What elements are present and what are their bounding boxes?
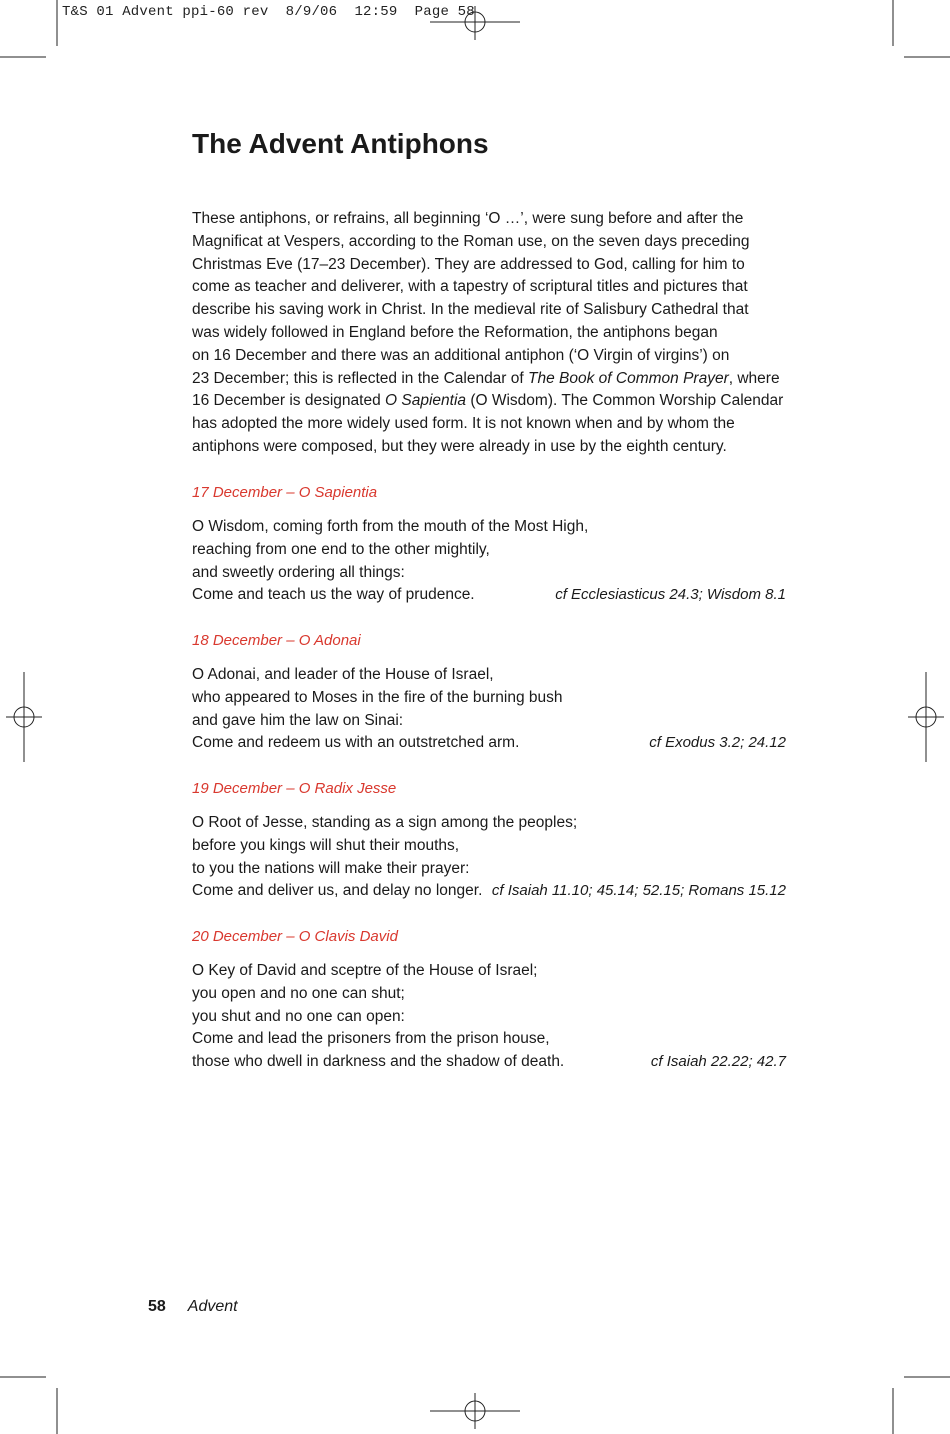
antiphon-line bbox=[192, 880, 786, 903]
intro-line: has adopted the more widely used form. It is not known when and by whom the bbox=[192, 415, 735, 433]
antiphon-line: and sweetly ordering all things: bbox=[192, 563, 405, 581]
registration-mark-left bbox=[6, 672, 42, 762]
intro-line: antiphons were composed, but they were already in use by the eighth century. bbox=[192, 437, 727, 455]
antiphon-line bbox=[192, 732, 786, 755]
antiphon-line: and gave him the law on Sinai: bbox=[192, 711, 404, 729]
antiphon-line: who appeared to Moses in the fire of the burning bush bbox=[192, 688, 563, 706]
book-title: The Book of Common Prayer bbox=[528, 369, 729, 387]
antiphon-heading: 17 December – O Sapientia bbox=[192, 484, 378, 501]
registration-mark-top bbox=[430, 6, 520, 40]
running-footer: Advent bbox=[187, 1298, 238, 1315]
intro-text: (O Wisdom). The Common Worship Calendar bbox=[466, 392, 784, 410]
antiphon-line: O Root of Jesse, standing as a sign among the peoples; bbox=[192, 814, 578, 831]
scripture-reference: cf Ecclesiasticus 24.3; Wisdom 8.1 bbox=[555, 586, 786, 604]
antiphon-text bbox=[192, 960, 786, 1074]
intro-line: was widely followed in England before the Reformation, the antiphons began bbox=[192, 323, 718, 341]
antiphon-line: Come and lead the prisoners from the prison house, bbox=[192, 1030, 550, 1048]
intro-line: on 16 December and there was an additional antiphon (‘O Virgin of virgins’) on bbox=[192, 346, 730, 364]
antiphon-line-text: Come and deliver us, and delay no longer. bbox=[192, 882, 483, 900]
intro-text: , where bbox=[728, 369, 780, 387]
page-footer bbox=[148, 1298, 238, 1316]
antiphon-line: you shut and no one can open: bbox=[192, 1007, 405, 1025]
antiphon-name: O Sapientia bbox=[385, 392, 467, 410]
antiphon-heading: 18 December – O Adonai bbox=[192, 632, 361, 649]
intro-line bbox=[192, 368, 792, 391]
antiphon-line-text: those who dwell in darkness and the shadow of death. bbox=[192, 1053, 565, 1071]
antiphon-line: O Wisdom, coming forth from the mouth of the Most High, bbox=[192, 518, 589, 535]
intro-line: come as teacher and deliverer, with a tapestry of scriptural titles and pictures that bbox=[192, 278, 748, 296]
antiphon-heading: 19 December – O Radix Jesse bbox=[192, 780, 397, 797]
print-slug: T&S 01 Advent ppi-60 rev 8/9/06 12:59 Page 58 bbox=[62, 4, 475, 20]
antiphon-text bbox=[192, 812, 786, 903]
page-number: 58 bbox=[148, 1298, 166, 1315]
antiphon-line-text: Come and redeem us with an outstretched arm. bbox=[192, 734, 520, 752]
intro-paragraph bbox=[192, 208, 792, 459]
intro-line: Christmas Eve (17–23 December). They are addressed to God, calling for him to bbox=[192, 255, 745, 273]
antiphon-line bbox=[192, 1051, 786, 1074]
antiphon-line bbox=[192, 584, 786, 607]
scripture-reference: cf Isaiah 11.10; 45.14; 52.15; Romans 15.12 bbox=[491, 882, 786, 900]
intro-line: Magnificat at Vespers, according to the Roman use, on the seven days preceding bbox=[192, 232, 750, 250]
antiphon-line: you open and no one can shut; bbox=[192, 984, 405, 1002]
intro-line bbox=[192, 390, 792, 413]
intro-text: 16 December is designated bbox=[192, 392, 386, 410]
antiphon-heading: 20 December – O Clavis David bbox=[192, 928, 398, 945]
antiphon-line: O Adonai, and leader of the House of Israel, bbox=[192, 666, 494, 683]
antiphon-line-text: Come and teach us the way of prudence. bbox=[192, 586, 475, 604]
registration-mark-bottom bbox=[430, 1393, 520, 1429]
registration-mark-right bbox=[908, 672, 944, 762]
antiphon-line: O Key of David and sceptre of the House of Israel; bbox=[192, 962, 538, 979]
antiphon-text bbox=[192, 664, 786, 755]
page-title: The Advent Antiphons bbox=[192, 128, 489, 159]
scripture-reference: cf Isaiah 22.22; 42.7 bbox=[650, 1053, 786, 1071]
antiphon-line: to you the nations will make their prayer: bbox=[192, 859, 470, 877]
antiphon-line: reaching from one end to the other mightily, bbox=[192, 540, 490, 558]
scripture-reference: cf Exodus 3.2; 24.12 bbox=[649, 734, 786, 752]
antiphon-text bbox=[192, 516, 786, 607]
intro-line: describe his saving work in Christ. In the medieval rite of Salisbury Cathedral that bbox=[192, 301, 749, 319]
intro-line: These antiphons, or refrains, all beginning ‘O …’, were sung before and after the bbox=[192, 210, 744, 227]
intro-text: 23 December; this is reflected in the Calendar of bbox=[192, 369, 529, 387]
antiphon-line: before you kings will shut their mouths, bbox=[192, 836, 460, 854]
